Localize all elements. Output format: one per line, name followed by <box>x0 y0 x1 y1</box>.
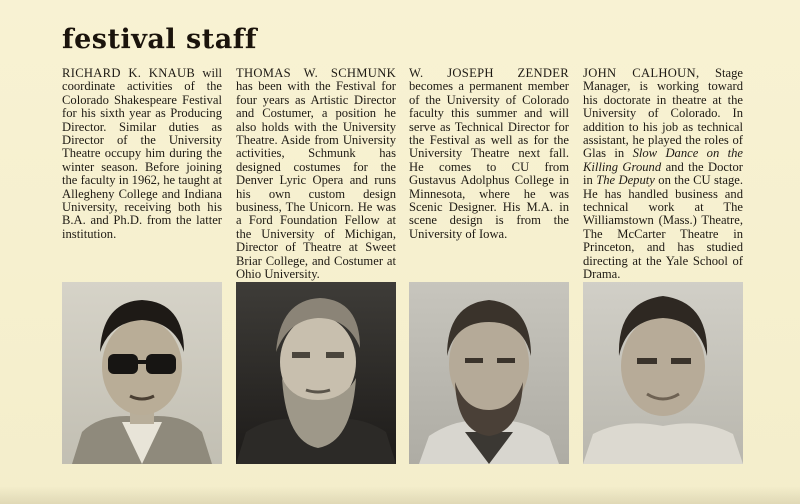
staff-bio: will coordinate activities of the Colorado Shakespeare Festival for his sixth year as Producing Director. Similar duties as Director of the University Theatre occupy him during the winter season. Before joining the faculty in 1962, he taught at Allegheny College and Indiana University, receiving both his B.A. and Ph.D. from the latter institution. <box>62 66 222 241</box>
page-title: festival staff <box>62 24 257 55</box>
bio-knaub <box>62 67 222 241</box>
bio-calhoun <box>583 67 743 282</box>
portrait-zender <box>409 282 569 464</box>
play-title: The Deputy <box>596 173 655 188</box>
staff-name: W. JOSEPH ZENDER <box>409 66 569 80</box>
page-edge <box>0 486 800 504</box>
staff-name: RICHARD K. KNAUB <box>62 66 196 80</box>
portrait-schmunk-image <box>236 282 396 464</box>
staff-name: JOHN CALHOUN, <box>583 66 700 80</box>
staff-bio: Stage Manager, is working toward his doctorate in theatre at the University of Colorado. In addition to his job as technical assistant, he played the roles of Glas in <box>583 66 743 161</box>
staff-bio: becomes a permanent member of the University of Colorado faculty this summer and will serve as Technical Director for the Festival as well as for the University Theatre next fall. He comes to CU from Gustavus Adolphus College in Minnesota, where he was Scenic Designer. His M.A. in scene design is from the University of Iowa. <box>409 79 569 241</box>
staff-bio: on the CU stage. He has handled business and technical work at The Williamstown (Mass.) Theatre, The McCarter Theatre in Princeton, and has studied directing at the Yale School of Drama. <box>583 173 743 282</box>
portrait-zender-image <box>409 282 569 464</box>
portrait-knaub-image <box>62 282 222 464</box>
portrait-knaub <box>62 282 222 464</box>
play-title: Slow Dance on the Killing Ground <box>583 146 743 174</box>
staff-bio: and the Doctor in <box>583 159 743 188</box>
portrait-calhoun-image <box>583 282 743 464</box>
portrait-calhoun <box>583 282 743 464</box>
staff-bio: has been with the Festival for four years as Artistic Director and Costumer, a position he also holds with the University Theatre. Aside from University activities, Schmunk has designed costumes for the Denver Lyric Opera and runs his own custom design business, The Unicorn. He was a Ford Foundation Fellow at the University of Michigan, Director of Theatre at Sweet Briar College, and Costumer at Ohio University. <box>236 79 396 282</box>
staff-name: THOMAS W. SCHMUNK <box>236 66 396 80</box>
bio-schmunk <box>236 67 396 282</box>
bio-zender <box>409 67 569 241</box>
portrait-schmunk <box>236 282 396 464</box>
